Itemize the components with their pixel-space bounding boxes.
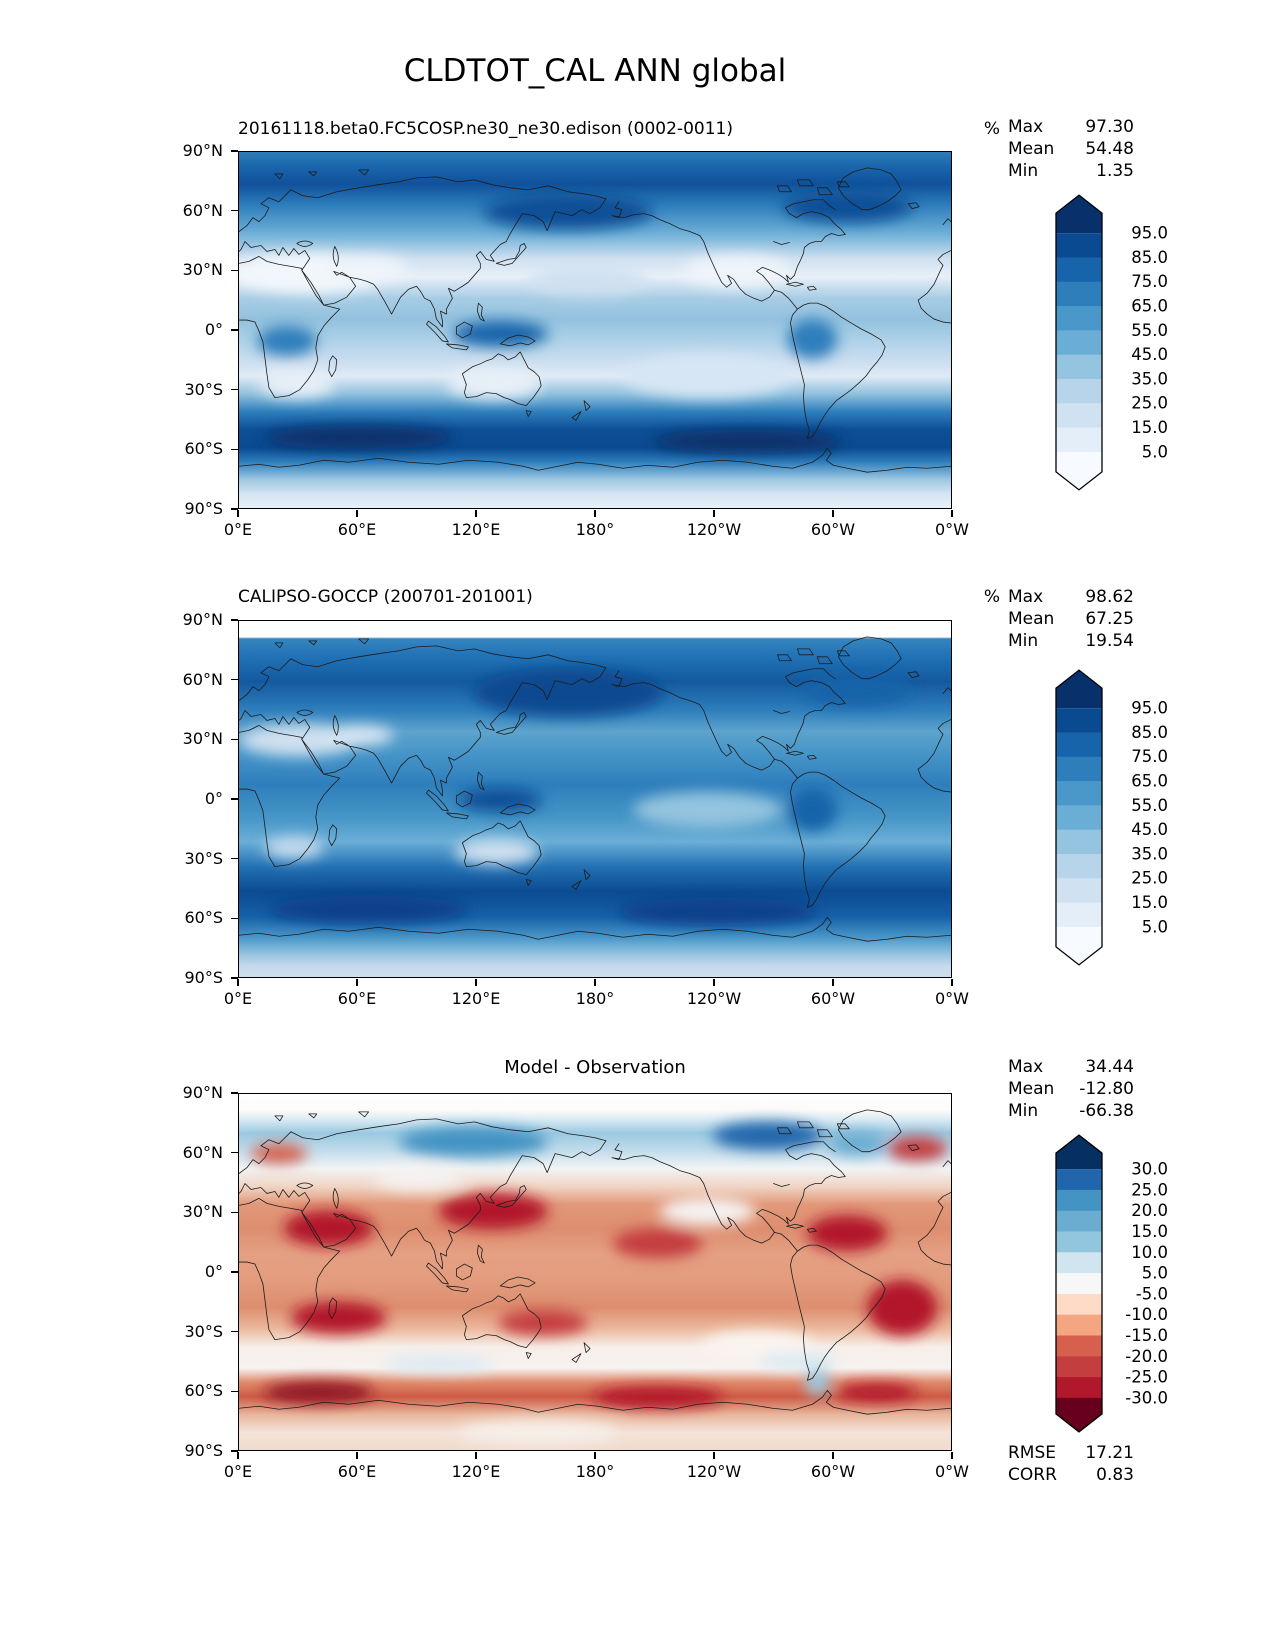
svg-text:35.0: 35.0 bbox=[1131, 844, 1168, 864]
svg-text:30.0: 30.0 bbox=[1131, 1159, 1168, 1179]
x-tick-mark bbox=[832, 510, 834, 517]
svg-text:65.0: 65.0 bbox=[1131, 771, 1168, 791]
y-tick-mark bbox=[231, 918, 238, 920]
x-tick-mark bbox=[713, 979, 715, 986]
x-tick-mark bbox=[713, 510, 715, 517]
panel2-title: CALIPSO-GOCCP (200701-201001) bbox=[238, 587, 533, 607]
y-tick-label: 60°N bbox=[182, 1142, 223, 1162]
svg-text:95.0: 95.0 bbox=[1131, 223, 1168, 243]
svg-text:-30.0: -30.0 bbox=[1125, 1388, 1168, 1408]
x-tick-label: 60°E bbox=[337, 1462, 377, 1481]
stat-value: 54.48 bbox=[1085, 139, 1134, 159]
y-tick-mark bbox=[231, 449, 238, 451]
stat-label: Min bbox=[1008, 1101, 1039, 1121]
y-tick-label: 90°S bbox=[184, 968, 223, 987]
map-difference bbox=[238, 1093, 952, 1451]
map-difference-plot bbox=[239, 1094, 951, 1450]
svg-text:35.0: 35.0 bbox=[1131, 369, 1168, 389]
stat-label: Max bbox=[1008, 1057, 1044, 1077]
x-tick-label: 0°W bbox=[935, 989, 969, 1008]
map-model-plot bbox=[239, 152, 951, 508]
y-tick-mark bbox=[231, 210, 238, 212]
x-tick-label: 60°W bbox=[810, 989, 856, 1008]
x-tick-mark bbox=[594, 510, 596, 517]
y-tick-label: 90°S bbox=[184, 1441, 223, 1460]
svg-text:75.0: 75.0 bbox=[1131, 747, 1168, 767]
x-tick-mark bbox=[356, 1452, 358, 1459]
x-tick-mark bbox=[475, 979, 477, 986]
map-observation bbox=[238, 620, 952, 978]
stat-value: 34.44 bbox=[1085, 1057, 1134, 1077]
svg-text:65.0: 65.0 bbox=[1131, 296, 1168, 316]
stat-value: -12.80 bbox=[1079, 1079, 1134, 1099]
panel2-title-row bbox=[238, 587, 1000, 607]
stat-value: 19.54 bbox=[1085, 631, 1134, 651]
y-tick-mark bbox=[231, 1092, 238, 1094]
panel2-colorbar bbox=[1056, 670, 1246, 965]
svg-text:15.0: 15.0 bbox=[1131, 418, 1168, 438]
x-tick-label: 180° bbox=[575, 520, 615, 539]
y-tick-label: 0° bbox=[204, 789, 223, 808]
svg-text:45.0: 45.0 bbox=[1131, 820, 1168, 840]
x-tick-mark bbox=[832, 979, 834, 986]
x-tick-mark bbox=[951, 510, 953, 517]
panel1-colorbar bbox=[1056, 195, 1246, 490]
x-tick-label: 180° bbox=[575, 1462, 615, 1481]
panel1-title: 20161118.beta0.FC5COSP.ne30_ne30.edison (0002-0011) bbox=[238, 119, 733, 139]
stat-value: 97.30 bbox=[1085, 117, 1134, 137]
panel3-title: Model - Observation bbox=[504, 1057, 686, 1078]
y-tick-label: 90°N bbox=[182, 141, 223, 160]
x-tick-label: 0°E bbox=[223, 1462, 253, 1481]
panel3-colorbar bbox=[1056, 1135, 1246, 1432]
x-tick-label: 0°W bbox=[935, 520, 969, 539]
y-tick-label: 30°N bbox=[182, 260, 223, 280]
panel3-metrics bbox=[1008, 1442, 1134, 1486]
svg-text:-5.0: -5.0 bbox=[1135, 1284, 1168, 1304]
x-tick-mark bbox=[356, 979, 358, 986]
map-model bbox=[238, 151, 952, 509]
x-tick-label: 180° bbox=[575, 989, 615, 1008]
stat-value: 1.35 bbox=[1096, 161, 1134, 181]
svg-text:25.0: 25.0 bbox=[1131, 393, 1168, 413]
panel1-units: % bbox=[983, 119, 1000, 139]
y-tick-label: 90°S bbox=[184, 499, 223, 518]
y-tick-label: 30°N bbox=[182, 729, 223, 749]
stat-value: -66.38 bbox=[1079, 1101, 1134, 1121]
metric-label: CORR bbox=[1008, 1465, 1057, 1485]
svg-text:75.0: 75.0 bbox=[1131, 272, 1168, 292]
x-tick-label: 60°W bbox=[810, 1462, 856, 1481]
svg-text:5.0: 5.0 bbox=[1141, 442, 1168, 462]
panel2-stats bbox=[1008, 586, 1134, 652]
stat-label: Mean bbox=[1008, 139, 1055, 159]
x-tick-label: 120°W bbox=[686, 1462, 742, 1481]
y-tick-mark bbox=[231, 270, 238, 272]
x-tick-label: 120°W bbox=[686, 989, 742, 1008]
svg-text:25.0: 25.0 bbox=[1131, 1180, 1168, 1200]
metric-label: RMSE bbox=[1008, 1443, 1057, 1463]
y-tick-mark bbox=[231, 1391, 238, 1393]
svg-text:5.0: 5.0 bbox=[1141, 1263, 1168, 1283]
y-tick-mark bbox=[231, 150, 238, 152]
x-tick-mark bbox=[832, 1452, 834, 1459]
svg-text:15.0: 15.0 bbox=[1131, 893, 1168, 913]
x-tick-mark bbox=[594, 979, 596, 986]
metric-value: 17.21 bbox=[1085, 1443, 1134, 1463]
y-tick-mark bbox=[231, 858, 238, 860]
y-tick-label: 60°S bbox=[184, 1381, 223, 1401]
y-tick-label: 0° bbox=[204, 320, 223, 339]
stat-label: Mean bbox=[1008, 609, 1055, 629]
panel1-stats bbox=[1008, 116, 1134, 182]
panel2-units: % bbox=[983, 587, 1000, 607]
stat-label: Min bbox=[1008, 631, 1039, 651]
x-tick-label: 120°E bbox=[451, 989, 501, 1008]
y-tick-label: 30°N bbox=[182, 1202, 223, 1222]
svg-text:25.0: 25.0 bbox=[1131, 868, 1168, 888]
y-tick-mark bbox=[231, 739, 238, 741]
y-tick-label: 60°N bbox=[182, 200, 223, 220]
svg-text:-25.0: -25.0 bbox=[1125, 1367, 1168, 1387]
svg-text:85.0: 85.0 bbox=[1131, 722, 1168, 742]
stat-label: Max bbox=[1008, 587, 1044, 607]
y-tick-mark bbox=[231, 1212, 238, 1214]
y-tick-label: 90°N bbox=[182, 610, 223, 629]
svg-text:5.0: 5.0 bbox=[1141, 917, 1168, 937]
x-tick-label: 60°E bbox=[337, 520, 377, 539]
x-tick-label: 120°E bbox=[451, 520, 501, 539]
y-tick-label: 60°N bbox=[182, 669, 223, 689]
stat-label: Max bbox=[1008, 117, 1044, 137]
svg-text:10.0: 10.0 bbox=[1131, 1242, 1168, 1262]
x-tick-mark bbox=[713, 1452, 715, 1459]
y-tick-mark bbox=[231, 1331, 238, 1333]
svg-text:15.0: 15.0 bbox=[1131, 1222, 1168, 1241]
x-tick-mark bbox=[237, 510, 239, 517]
stat-label: Min bbox=[1008, 161, 1039, 181]
x-tick-mark bbox=[237, 1452, 239, 1459]
stat-label: Mean bbox=[1008, 1079, 1055, 1099]
y-tick-label: 0° bbox=[204, 1262, 223, 1281]
svg-text:95.0: 95.0 bbox=[1131, 698, 1168, 718]
y-tick-mark bbox=[231, 329, 238, 331]
stat-value: 98.62 bbox=[1085, 587, 1134, 607]
stat-value: 67.25 bbox=[1085, 609, 1134, 629]
svg-text:-15.0: -15.0 bbox=[1125, 1326, 1168, 1345]
x-tick-mark bbox=[356, 510, 358, 517]
y-tick-mark bbox=[231, 798, 238, 800]
y-tick-label: 60°S bbox=[184, 908, 223, 928]
x-tick-label: 60°W bbox=[810, 520, 856, 539]
y-tick-label: 60°S bbox=[184, 439, 223, 459]
y-tick-mark bbox=[231, 619, 238, 621]
x-tick-label: 120°E bbox=[451, 1462, 501, 1481]
x-tick-label: 60°E bbox=[337, 989, 377, 1008]
x-tick-mark bbox=[475, 1452, 477, 1459]
svg-text:55.0: 55.0 bbox=[1131, 795, 1168, 815]
x-tick-mark bbox=[475, 510, 477, 517]
y-tick-mark bbox=[231, 1152, 238, 1154]
x-tick-mark bbox=[951, 1452, 953, 1459]
y-tick-label: 30°S bbox=[184, 848, 223, 868]
y-tick-mark bbox=[231, 1271, 238, 1273]
panel3-stats bbox=[1008, 1056, 1134, 1122]
x-tick-label: 0°W bbox=[935, 1462, 969, 1481]
svg-text:-20.0: -20.0 bbox=[1125, 1346, 1168, 1366]
x-tick-label: 0°E bbox=[223, 989, 253, 1008]
y-tick-mark bbox=[231, 389, 238, 391]
svg-text:20.0: 20.0 bbox=[1131, 1201, 1168, 1221]
y-tick-label: 30°S bbox=[184, 379, 223, 399]
svg-text:45.0: 45.0 bbox=[1131, 345, 1168, 365]
svg-text:55.0: 55.0 bbox=[1131, 320, 1168, 340]
x-tick-mark bbox=[951, 979, 953, 986]
x-tick-mark bbox=[237, 979, 239, 986]
y-tick-label: 90°N bbox=[182, 1083, 223, 1102]
y-tick-mark bbox=[231, 679, 238, 681]
y-tick-label: 30°S bbox=[184, 1321, 223, 1341]
svg-text:-10.0: -10.0 bbox=[1125, 1305, 1168, 1325]
figure-title: CLDTOT_CAL ANN global bbox=[403, 53, 787, 89]
map-observation-plot bbox=[239, 621, 951, 977]
x-tick-label: 0°E bbox=[223, 520, 253, 539]
x-tick-label: 120°W bbox=[686, 520, 742, 539]
svg-text:85.0: 85.0 bbox=[1131, 247, 1168, 267]
panel1-title-row bbox=[238, 119, 1000, 139]
x-tick-mark bbox=[594, 1452, 596, 1459]
metric-value: 0.83 bbox=[1096, 1465, 1134, 1485]
